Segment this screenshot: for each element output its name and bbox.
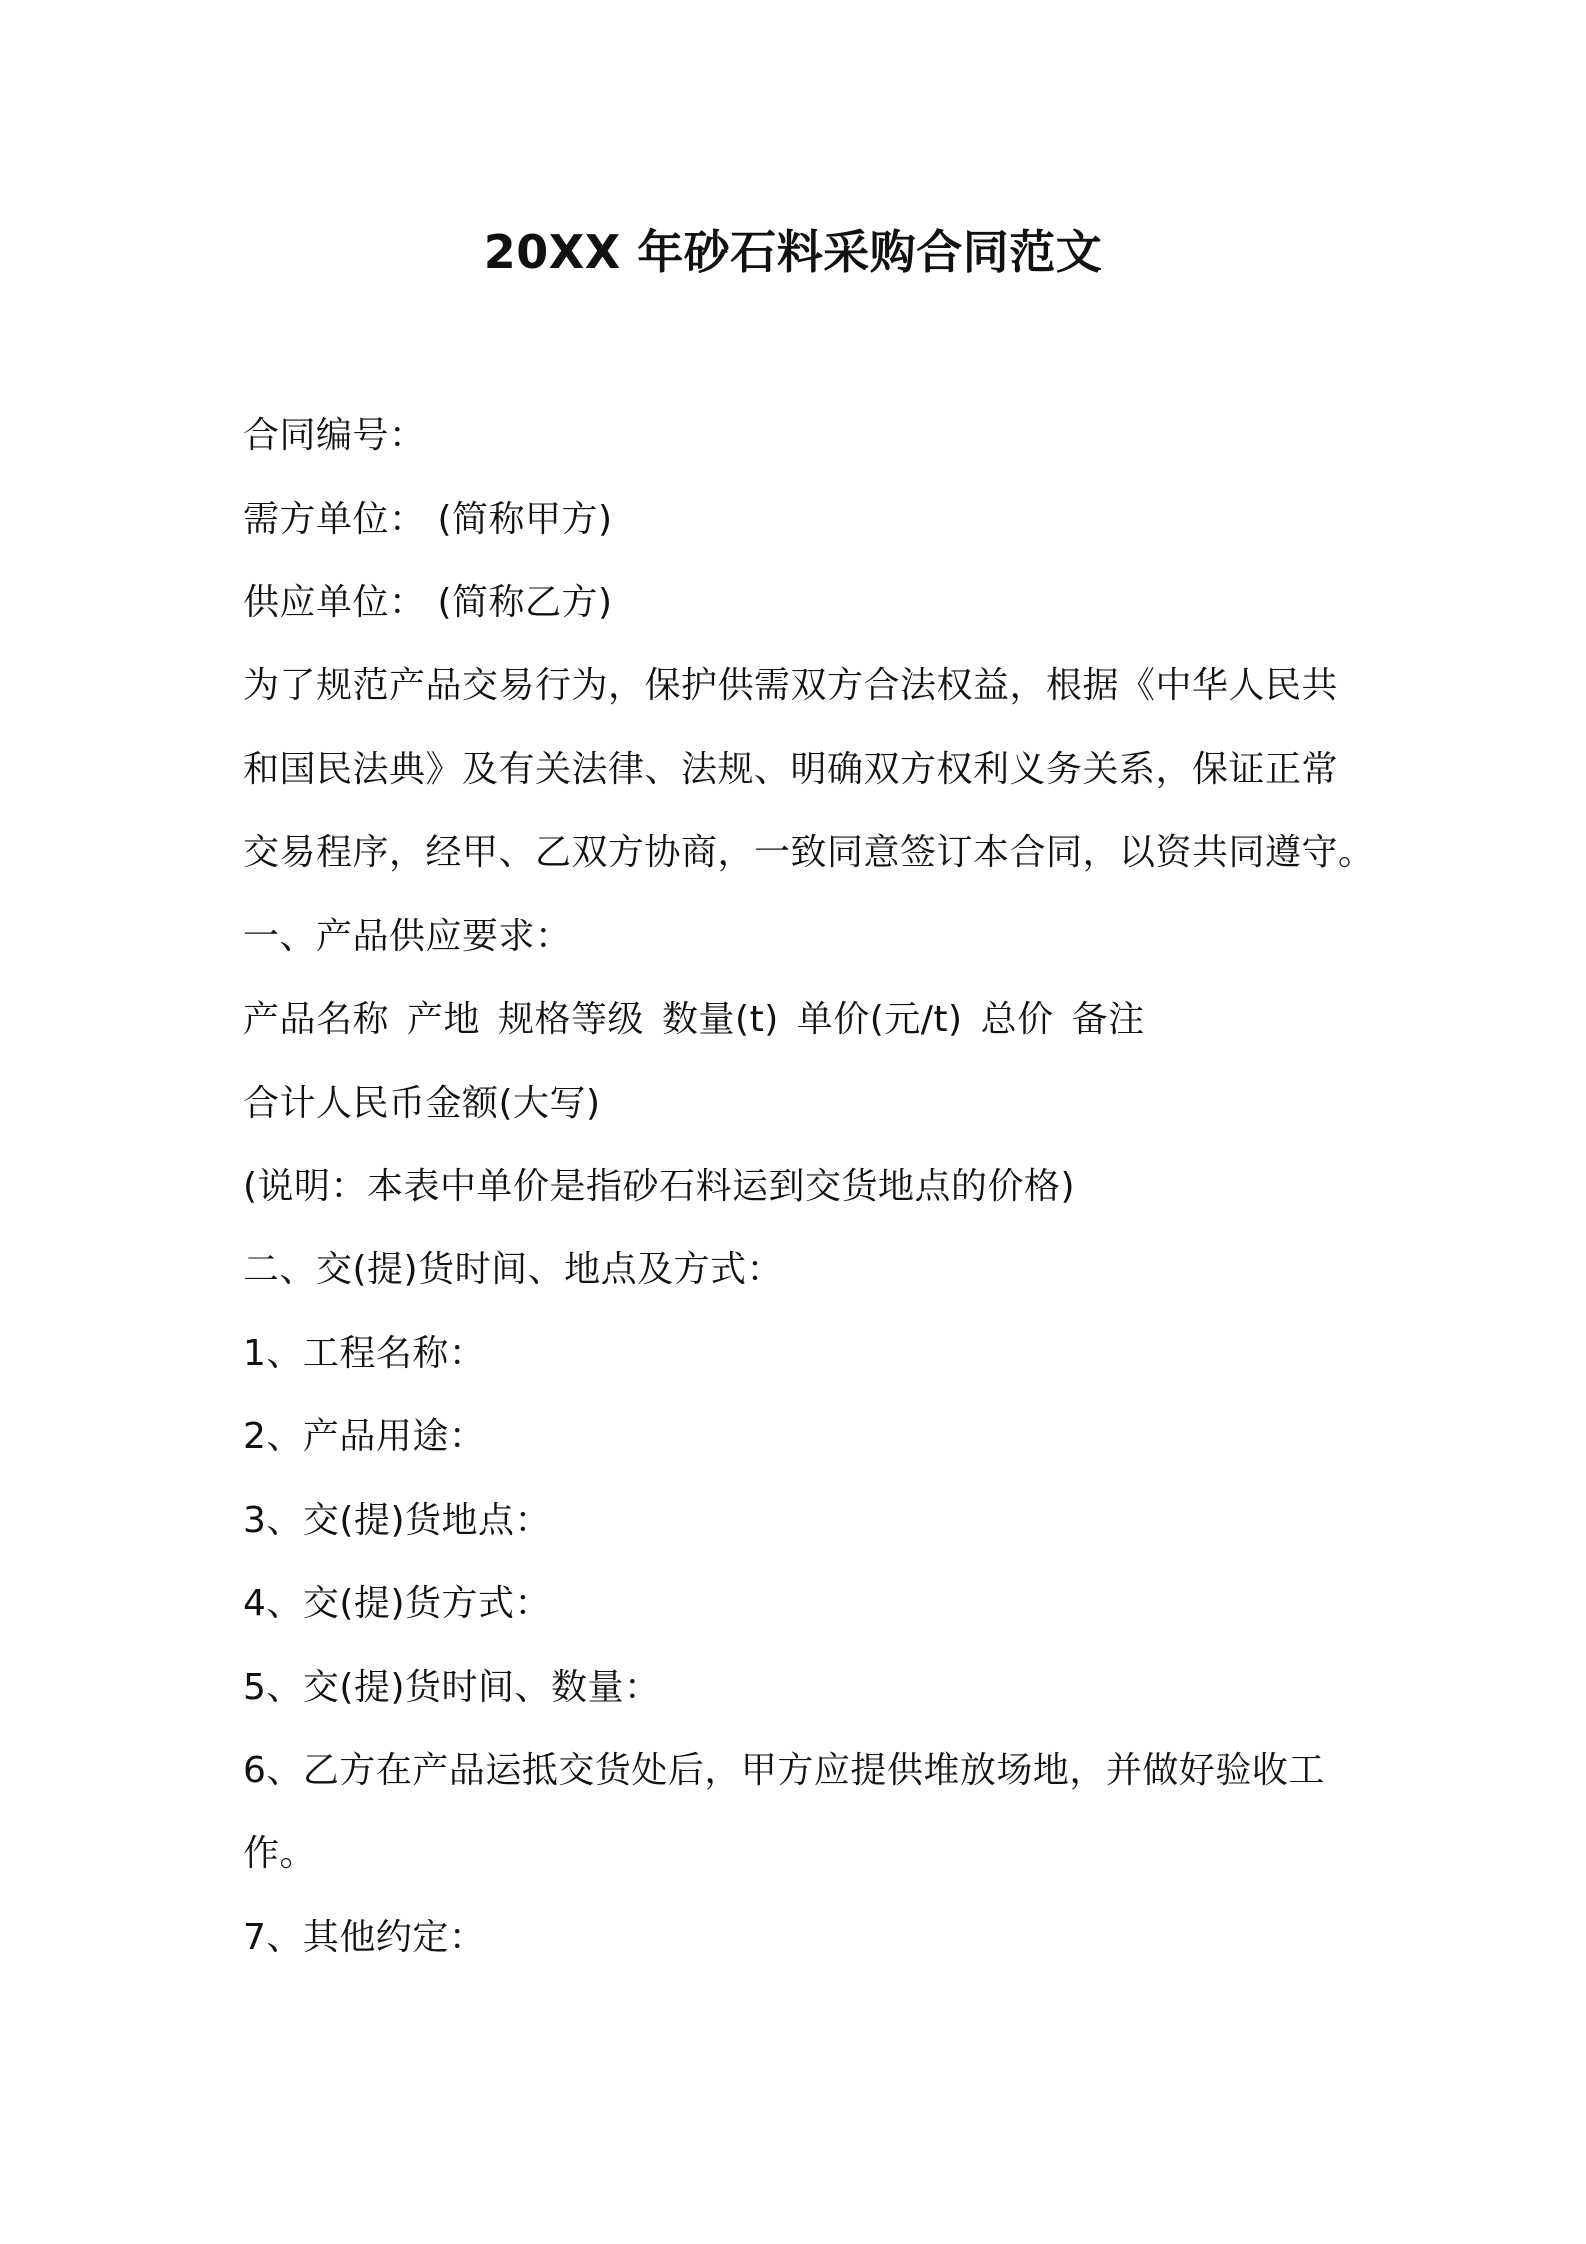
- column-product-name: 产品名称: [243, 999, 390, 1040]
- price-note: (说明：本表中单价是指砂石料运到交货地点的价格): [243, 1166, 1076, 1207]
- column-unit-price: 单价(元/t): [796, 999, 963, 1040]
- column-total-price: 总价: [980, 999, 1054, 1040]
- list-item-acceptance: 6、乙方在产品运抵交货处后，甲方应提供堆放场地，并做好验收工: [243, 1750, 1325, 1791]
- section-heading-delivery: 二、交(提)货时间、地点及方式：: [243, 1249, 784, 1290]
- list-item-project-name: 1、工程名称：: [243, 1333, 486, 1374]
- list-item-acceptance-continued: 作。: [243, 1833, 317, 1874]
- column-grade: 规格等级: [498, 999, 645, 1040]
- list-item-delivery-method: 4、交(提)货方式：: [243, 1583, 551, 1624]
- column-origin: 产地: [407, 999, 481, 1040]
- list-item-product-use: 2、产品用途：: [243, 1416, 486, 1457]
- list-item-other-terms: 7、其他约定：: [243, 1917, 486, 1958]
- list-item-delivery-time-quantity: 5、交(提)货时间、数量：: [243, 1667, 661, 1708]
- buyer-field: 需方单位： (简称甲方): [243, 499, 613, 540]
- total-amount-line: 合计人民币金额(大写): [243, 1083, 601, 1124]
- document-title: 20XX 年砂石料采购合同范文: [483, 225, 1103, 279]
- preamble-line: 交易程序，经甲、乙双方协商，一致同意签订本合同，以资共同遵守。: [243, 832, 1375, 873]
- supplier-field: 供应单位： (简称乙方): [243, 582, 613, 623]
- column-remarks: 备注: [1071, 999, 1145, 1040]
- product-table-header: [243, 995, 1163, 1045]
- list-item-delivery-location: 3、交(提)货地点：: [243, 1500, 551, 1541]
- contract-number-field: 合同编号：: [243, 415, 426, 456]
- preamble-line: 和国民法典》及有关法律、法规、明确双方权利义务关系，保证正常: [243, 749, 1339, 790]
- column-quantity: 数量(t): [662, 999, 779, 1040]
- section-heading-product-requirements: 一、产品供应要求：: [243, 916, 572, 957]
- preamble-line: 为了规范产品交易行为，保护供需双方合法权益，根据《中华人民共: [243, 665, 1339, 706]
